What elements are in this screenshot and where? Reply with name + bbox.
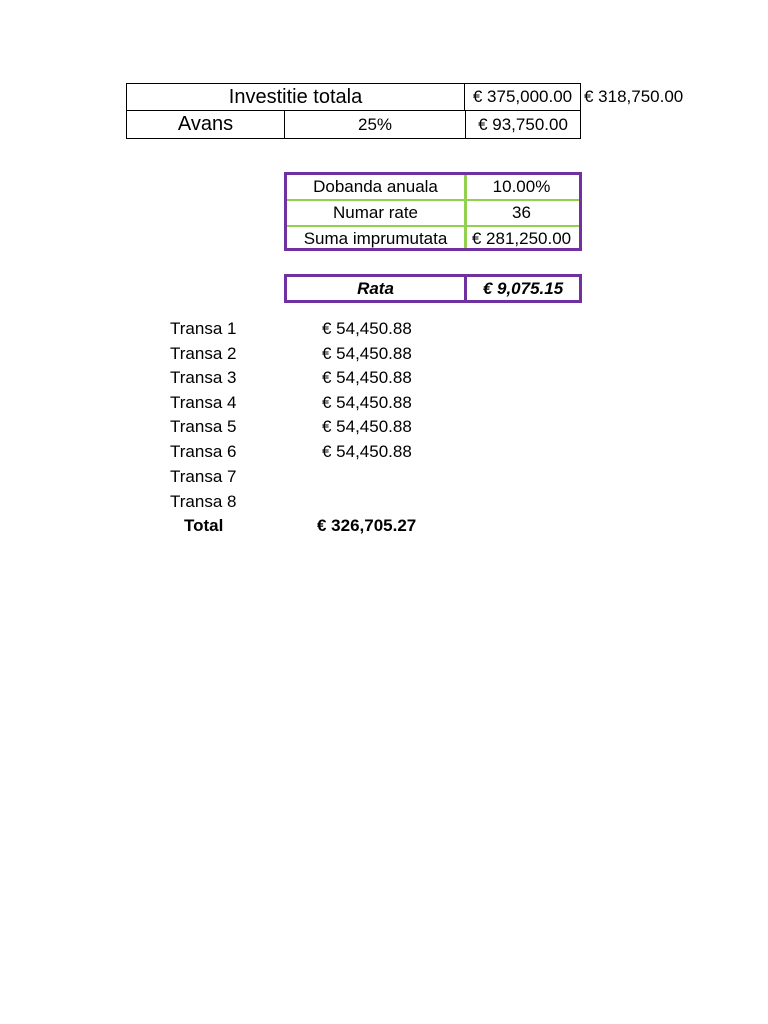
loan-row-installments [287, 201, 579, 225]
loan-label: Suma imprumutata [303, 229, 448, 248]
transa-label: Transa 7 [170, 467, 237, 486]
transa-label: Transa 1 [170, 319, 237, 338]
loan-value: 10.00% [492, 177, 551, 196]
transa-row [150, 440, 450, 464]
transa-label: Transa 5 [170, 417, 237, 436]
transa-label: Transa 2 [170, 344, 237, 363]
transa-value: € 54,450.88 [322, 344, 412, 363]
investment-value: € 375,000.00 [465, 83, 581, 111]
avans-value: € 93,750.00 [465, 111, 581, 139]
rata-value: € 9,075.15 [482, 278, 564, 298]
loan-row-interest [287, 175, 579, 199]
loan-value: 36 [512, 203, 531, 222]
total-label: Total [184, 516, 224, 535]
transa-value: € 54,450.88 [322, 368, 412, 387]
transa-row [150, 415, 450, 439]
transa-label: Transa 3 [170, 368, 237, 387]
avans-percent: 25% [285, 111, 465, 139]
loan-label: Dobanda anuala [313, 177, 438, 196]
loan-parameters-table [284, 172, 582, 251]
transa-label: Transa 4 [170, 393, 237, 412]
rata-box [284, 274, 582, 303]
transa-row [150, 391, 450, 415]
avans-label: Avans [126, 111, 285, 139]
transa-value: € 54,450.88 [322, 417, 412, 436]
loan-row-borrowed [287, 227, 579, 251]
loan-value: € 281,250.00 [471, 229, 572, 248]
transa-row [150, 490, 450, 514]
transa-value: € 54,450.88 [322, 393, 412, 412]
transa-label: Transa 6 [170, 442, 237, 461]
transa-value: € 54,450.88 [322, 442, 412, 461]
transa-value: € 54,450.88 [322, 319, 412, 338]
investment-extra-value: € 318,750.00 [584, 87, 684, 106]
investment-label: Investitie totala [126, 83, 465, 111]
rata-label: Rata [357, 278, 394, 298]
transa-row [150, 366, 450, 390]
total-value: € 326,705.27 [317, 516, 417, 535]
loan-label: Numar rate [332, 203, 419, 222]
transa-row [150, 317, 450, 341]
transa-label: Transa 8 [170, 492, 237, 511]
column-divider [464, 175, 467, 248]
transa-row [150, 342, 450, 366]
transa-row [150, 465, 450, 489]
